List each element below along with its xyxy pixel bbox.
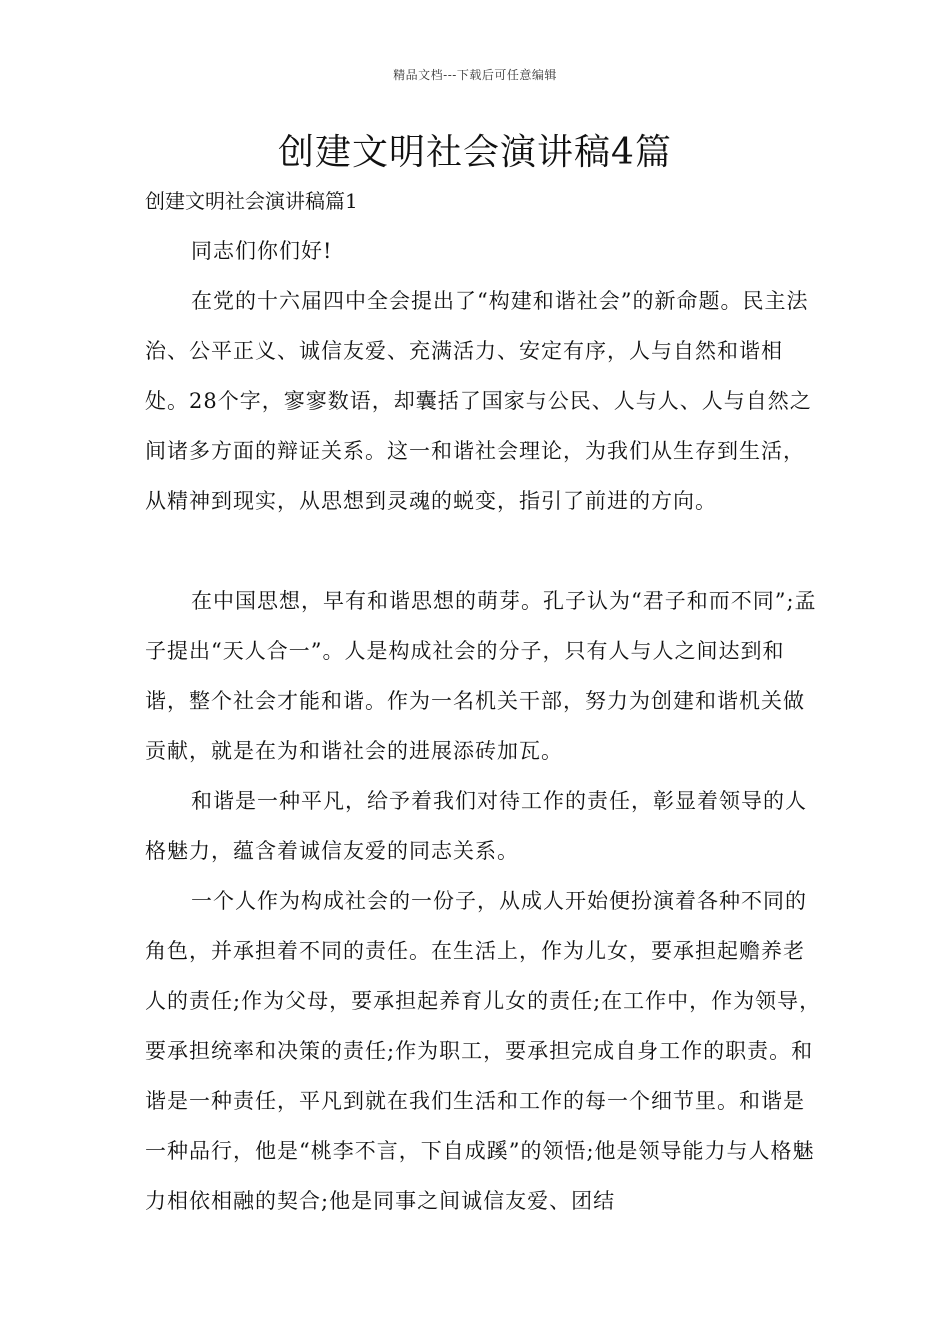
greeting-paragraph: 同志们你们好! [191,239,333,263]
body-paragraph-4: 一个人作为构成社会的一份子，从成人开始便扮演着各种不同的角色，并承担着不同的责任。在生活上，作为儿女，要承担起赡养老人的责任;作为父母，要承担起养育儿女的责任;在工作中，作为领导，要承担统率和决策的责任;作为职工，要承担完成自身工作的职责。和谐是一种责任，平凡到就在我们生活和工作的每一个细节里。和谐是一种品行，他是“桃李不言，下自成蹊”的领悟;他是领导能力与人格魅力相依相融的契合;他是同事之间诚信友爱、团结 [145,889,822,1213]
body-paragraph-3: 和谐是一种平凡，给予着我们对待工作的责任，彰显着领导的人格魅力，蕴含着诚信友爱的同志关系。 [145,789,807,863]
body-paragraph-2: 在中国思想，早有和谐思想的萌芽。孔子认为“君子和而不同”;孟子提出“天人合一”。人是构成社会的分子，只有人与人之间达到和谐，整个社会才能和谐。作为一名机关干部，努力为创建和谐机关做贡献，就是在为和谐社会的进展添砖加瓦。 [145,589,817,763]
header-note: 精品文档---下载后可任意编辑 [393,68,557,82]
body-section-2 [145,576,825,1226]
body-paragraph-1: 在党的十六届四中全会提出了“构建和谐社会”的新命题。民主法治、公平正义、诚信友爱、充满活力、安定有序，人与自然和谐相处。28个字，寥寥数语，却囊括了国家与公民、人与人、人与自然之间诸多方面的辩证关系。这一和谐社会理论，为我们从生存到生活，从精神到现实，从思想到灵魂的蜕变，指引了前进的方向。 [145,289,812,513]
document-title: 创建文明社会演讲稿4篇 [278,132,672,173]
document-subtitle: 创建文明社会演讲稿篇1 [145,189,358,213]
body-section-1 [145,226,825,526]
